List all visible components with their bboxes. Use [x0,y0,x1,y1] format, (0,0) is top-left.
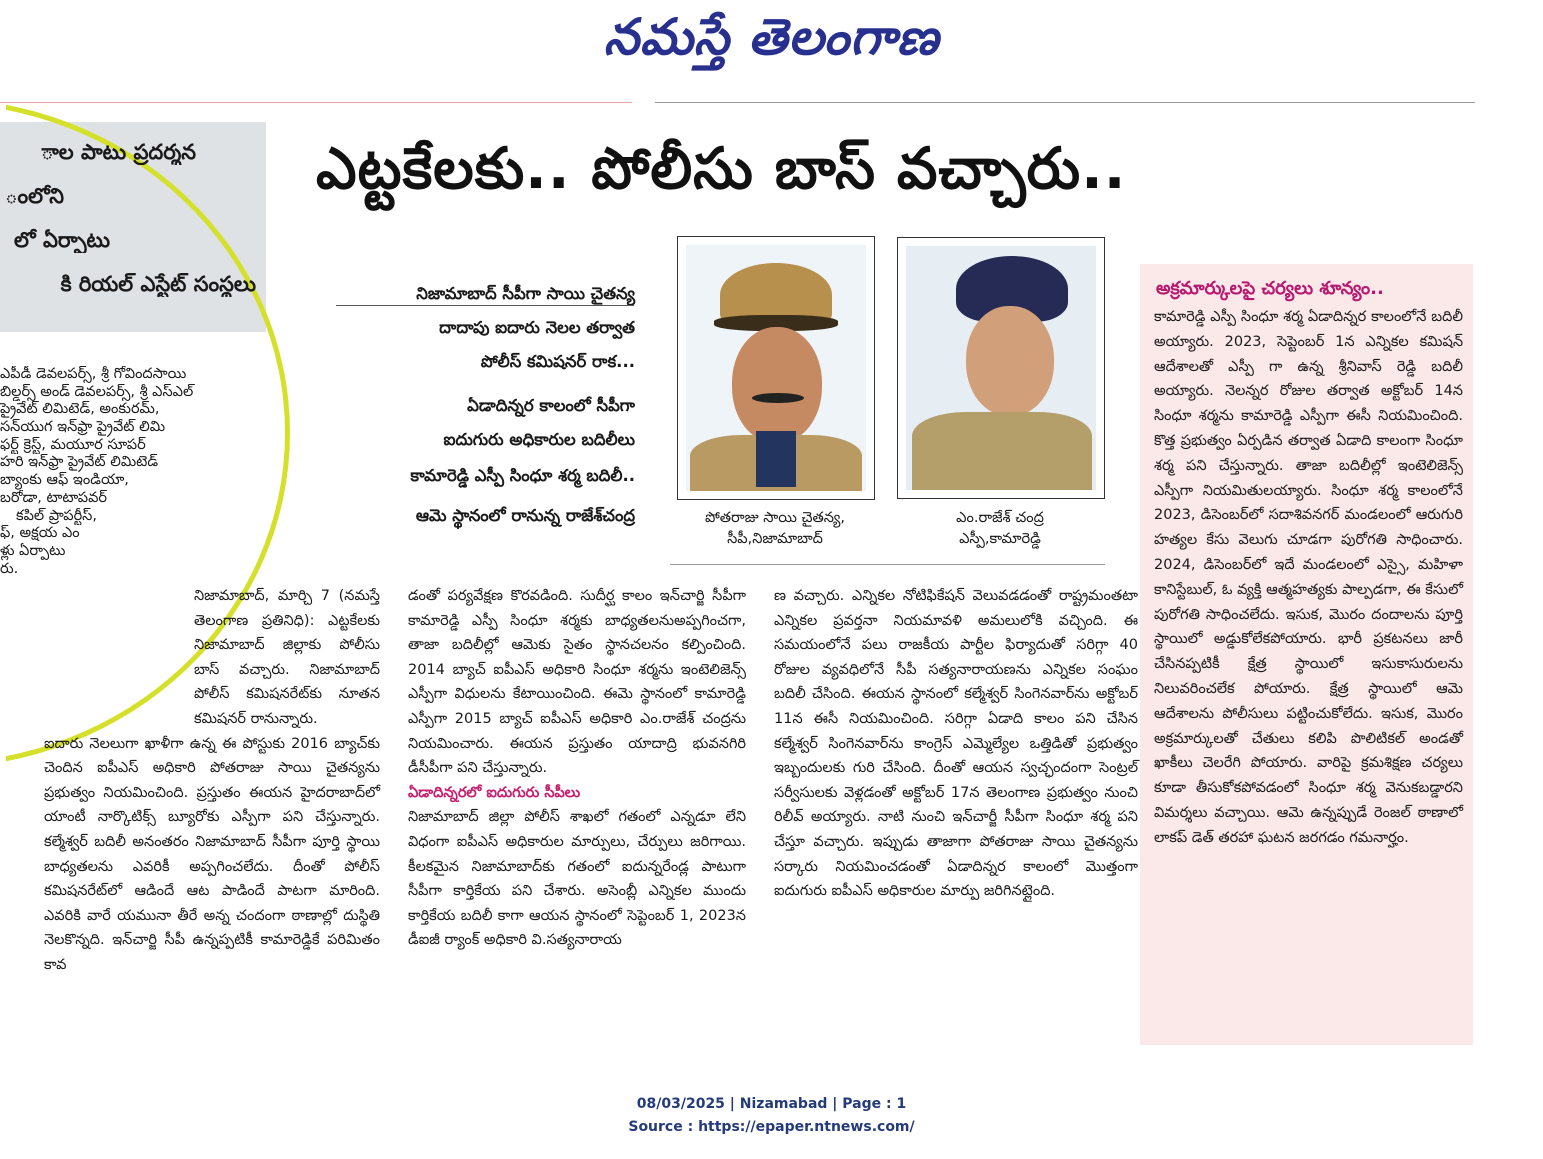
article-column-3-text: ణ వచ్చారు. ఎన్నికల నోటిఫికేషన్ వెలువడడంతో రాష్ట్రమంతటా ఎన్నికల ప్రవర్తనా నియమావళి అమలులోకి వచ్చింది. ఈ సమయంలోనే పలు రాజకీయ పార్టీల ఫిర్యాదుతో సరిగ్గా 40 రోజుల వ్యవధిలోనే సీపీ సత్యనారాయణను ఎన్నికల సంఘం బదిలీ చేసింది. ఈయన స్థానంలో కల్మేశ్వర్ సింగెనవార్‌ను అక్టోబర్ 11న ఈసీ నియమించింది. సరిగ్గా ఏడాది కాలం పని చేసిన కల్మేశ్వర్ సింగెనవార్‌ను కాంగ్రెస్ ఎమ్మెల్యేల ఒత్తిడితో ప్రభుత్వం ఇబ్బందులకు గురి చేసింది. దీంతో ఆయన స్వచ్ఛందంగా సెంట్రల్ సర్వీసులకు వెళ్లడంతో అక్టోబర్ 17న తెలంగాణ ప్రభుత్వం నుంచి రిలీవ్ అయ్యారు. నాటి నుంచి ఇన్‌చార్జీ సీపీగా సింధూ శర్మ పని చేస్తూ వచ్చారు. ఇప్పుడు తాజాగా పోతరాజు సాయి చైతన్యను సర్కారు నియమించడంతో ఏడాదిన్నర కాలంలో మొత్తంగా ఐదుగురు ఐపీఎస్ అధికారుల మార్పు జరిగినట్లైంది. [774,588,1138,900]
photo-2-caption [895,508,1105,550]
prev-story-line: బిల్డర్స్ అండ్ డెవలపర్స్, శ్రీ ఎస్ఎల్ [0,383,194,400]
prev-story-line: ఫర్ట్ క్రెస్ట్, మయూర సూపర్ [0,436,146,453]
prev-story-line: ప్రైవేట్ లిమిటెడ్, అంకురమ్, [0,401,160,418]
prev-story-line: కపిల్ ప్రాపర్టీస్, [16,507,97,524]
photo-2-caption-line1: ఎం.రాజేశ్ చంద్ర [956,510,1044,526]
deck-line-7: ఆమె స్థానంలో రానున్న రాజేశ్‌చంద్ర [415,506,635,525]
article-column-2 [408,584,746,953]
deck-line-3: పోలీస్ కమిషనర్ రాక... [480,352,635,371]
main-headline: ఎట్టకేలకు.. పోలీసు బాస్ వచ్చారు.. [316,136,1127,202]
photo-1-caption-line2: సీపీ,నిజామాబాద్ [727,531,823,548]
article-column-2-text-2: నిజామాబాద్ జిల్లా పోలీస్ శాఖలో గతంలో ఎన్నడూ లేని విధంగా ఐపీఎస్ అధికారుల మార్పులు, చేర్పులు జరిగాయి. కీలకమైన నిజామాబాద్‌కు గతంలో ఐదున్నరేండ్ల పాటుగా సీపీగా కార్తికేయ పని చేశారు. అసెంబ్లీ ఎన్నికల ముందు కార్తికేయ బదిలీ కాగా ఆయన స్థానంలో సెప్టెంబర్ 1, 2023న డీఐజీ ర్యాంక్ అధికారి వి.సత్యనారాయ [408,809,746,949]
face-shape [732,327,822,443]
prev-story-head-1: ాల పాటు ప్రదర్శన [41,140,196,164]
footer-date-edition: 08/03/2025 | Nizamabad | Page : 1 [636,1096,907,1112]
photo-2-image [906,246,1096,490]
masthead-logo: నమస్తే తెలంగాణ [603,8,940,66]
mustache-shape [752,393,804,403]
photo-kamareddy-sp [897,237,1105,499]
deck-line-1: నిజామాబాద్ సీపీగా సాయి చైతన్య [416,284,635,303]
scarf-shape [756,431,796,487]
prev-story-line: ఫ్, అక్షయ ఎం [0,525,80,542]
prev-story-line: సన్‌యుగ ఇన్‌ఫ్రా ప్రైవేట్ లిమి [0,419,166,436]
deck-line-5: ఐదుగురు అధికారుల బదిలీలు [443,430,635,449]
prev-story-line: రు. [0,560,19,577]
article-column-3 [774,584,1138,904]
deck-line-2: దాదాపు ఐదారు నెలల తర్వాత [439,318,635,337]
photo-1-image [686,245,866,491]
article-dateline: నిజామాబాద్, మార్చి 7 (నమస్తే తెలంగాణ ప్రతినిధి): ఎట్టకేలకు నిజామాబాద్ జిల్లాకు పోలీసు బాస్ వచ్చారు. నిజామాబాద్ పోలీస్ కమిషనరేట్‌కు నూతన కమిషనర్ రానున్నారు. [194,588,380,727]
article-column-2-text-1: డంతో పర్యవేక్షణ కొరవడింది. సుదీర్ఘ కాలం ఇన్‌చార్జి సీపీగా కామారెడ్డి ఎస్పీ సింధూ శర్మకు బాధ్యతలనుఅప్పగించగా, తాజా బదిలీల్లో ఆమెకు సైతం స్థానచలనం కల్పించింది. 2014 బ్యాచ్ ఐపీఎస్ అధికారి సింధూ శర్మను ఇంటెలిజెన్స్ ఎస్పీగా విధులను కేటాయించింది. ఈమె స్థానంలో కామారెడ్డి ఎస్పీగా 2015 బ్యాచ్ ఐపీఎస్ అధికారి ఎం.రాజేశ్ చంద్రను నియమించారు. ఈయన ప్రస్తుతం యాదాద్రి భువనగిరి డీసీపీగా పని చేస్తున్నారు. [408,588,746,777]
prev-story-line: బ్యాంకు ఆఫ్ ఇండియా, [0,472,129,489]
prev-story-body [0,366,250,578]
prev-story-head-4: కి రియల్ ఎస్టేట్ సంస్థలు [60,272,256,296]
article-column-1 [44,584,380,978]
top-rule-left [0,102,632,103]
caption-rule [670,564,1105,565]
article-subhead: ఏడాదిన్నరలో ఐదుగురు సీపీలు [408,784,581,801]
footer-source-link[interactable]: Source : https://epaper.ntnews.com/ [628,1119,915,1135]
deck-line-4: ఏడాదిన్నర కాలంలో సీపీగా [467,396,635,415]
photo-police-commissioner [677,236,875,500]
photo-2-caption-line2: ఎస్పీ,కామారెడ్డి [959,531,1041,548]
prev-story-head-2: ంలోని [5,184,64,208]
uniform-shape [912,412,1092,490]
top-rule-right [655,102,1475,103]
deck-underline [336,305,634,306]
face-shape [966,306,1054,416]
article-column-1-text: ఐదారు నెలలుగా ఖాళీగా ఉన్న ఈ పోస్టుకు 2016 బ్యాచ్‌కు చెందిన ఐపీఎస్ అధికారి పోతరాజు సాయి చైతన్యను ప్రభుత్వం నియమించింది. ప్రస్తుతం ఈయన హైదరాబాద్‌లో యాంటీ నార్కొటిక్స్ బ్యూరోకు ఎస్పీగా పని చేస్తున్నారు. కల్మేశ్వర్ బదిలీ అనంతరం నిజామాబాద్ సీపీగా పూర్తి స్థాయి బాధ్యతలను ఎవరికీ అప్పగించలేదు. దీంతో పోలీస్ కమిషనరేట్‌లో ఆడిందే ఆట పాడిందే పాటగా మారింది. ఎవరికి వారే యమునా తీరే అన్న చందంగా ఠాణాల్లో దుస్థితి నెలకొన్నది. ఇన్‌చార్జి సీపీ ఉన్నప్పటికీ కామారెడ్డికే పరిమితం కావ [44,735,380,973]
sidebar-text: కామారెడ్డి ఎస్పీ సింధూ శర్మ ఏడాదిన్నర కాలంలోనే బదిలీ అయ్యారు. 2023, సెప్టెంబర్ 1న ఎన్నికల కమిషన్ ఆదేశాలతో ఎస్పీ గా ఉన్న శ్రీనివాస్ రెడ్డి బదిలీ అయ్యారు. నెలన్నర రోజుల తర్వాత అక్టోబర్ 14న సింధూ శర్మను కామారెడ్డి ఎస్పీగా ఈసీ నియమించింది. కొత్త ప్రభుత్వం ఏర్పడిన తర్వాత ఏడాది కాలంగా సింధూ శర్మ పని చేస్తున్నారు. తాజా బదిలీల్లో ఇంటెలిజెన్స్ ఎస్పీగా నియమితులయ్యారు. సింధూ శర్మ కాలంలోనే 2023, డిసెంబర్‌లో సదాశివనగర్ మండలంలో ఆరుగురి హత్యల కేసు వెలుగు చూడగా పురోగతి సాధించారు. 2024, డిసెంబర్‌లో ఇదే మండలంలో ఎస్సై, మహిళా కానిస్టేబుల్, ఓ వ్యక్తి ఆత్మహత్యకు పాల్పడగా, ఈ కేసులో పురోగతి సాధించలేదు. ఇసుక, మొరం దందాలను పూర్తి స్థాయిలో అడ్డుకోలేకపోయారు. భారీ ప్రకటనలు జారీ చేసినప్పటికీ క్షేత్ర స్థాయిలో ఇసుకాసురులను నిలువరించలేక పోయారు. క్షేత్ర స్థాయిలో ఆమె ఆదేశాలను పోలీసులు పట్టించుకోలేదు. ఇసుక, మొరం అక్రమార్కులతో చేతులు కలిపి పొలిటికల్ అండతో ఖాకీలు చెలరేగి పోయారు. వారిపై క్రమశిక్షణ చర్యలు కూడా తీసుకోకపోవడంలో సింధూ శర్మ వెనుకబడ్డారని విమర్శలు వచ్చాయి. ఆమె ఉన్నప్పుడే రెంజల్ ఠాణాలో లాకప్ డెత్ తరహా ఘటన జరగడం గమనార్హం. [1154,309,1463,846]
photo-1-caption [675,508,875,550]
prev-story-line: బరోడా, టాటాపవర్ [0,489,107,506]
prev-story-line: ళ్లు ఏర్పాటు [0,542,66,559]
photo-1-caption-line1: పోతరాజు సాయి చైతన్య, [704,510,846,526]
prev-story-head-3: లో ఏర్పాటు [14,228,110,252]
deck-line-6: కామారెడ్డి ఎస్పీ సింధూ శర్మ బదిలీ.. [410,466,635,485]
sidebar-box [1140,264,1473,1045]
sidebar-title: అక్రమార్కులపై చర్యలు శూన్యం.. [1156,278,1384,299]
prev-story-line: ఎపీడీ డెవలపర్స్, శ్రీ గోవిందసాయి [0,366,187,382]
prev-story-line: హరి ఇన్‌ఫ్రా ప్రైవేట్ లిమిటెడ్ [0,454,159,471]
